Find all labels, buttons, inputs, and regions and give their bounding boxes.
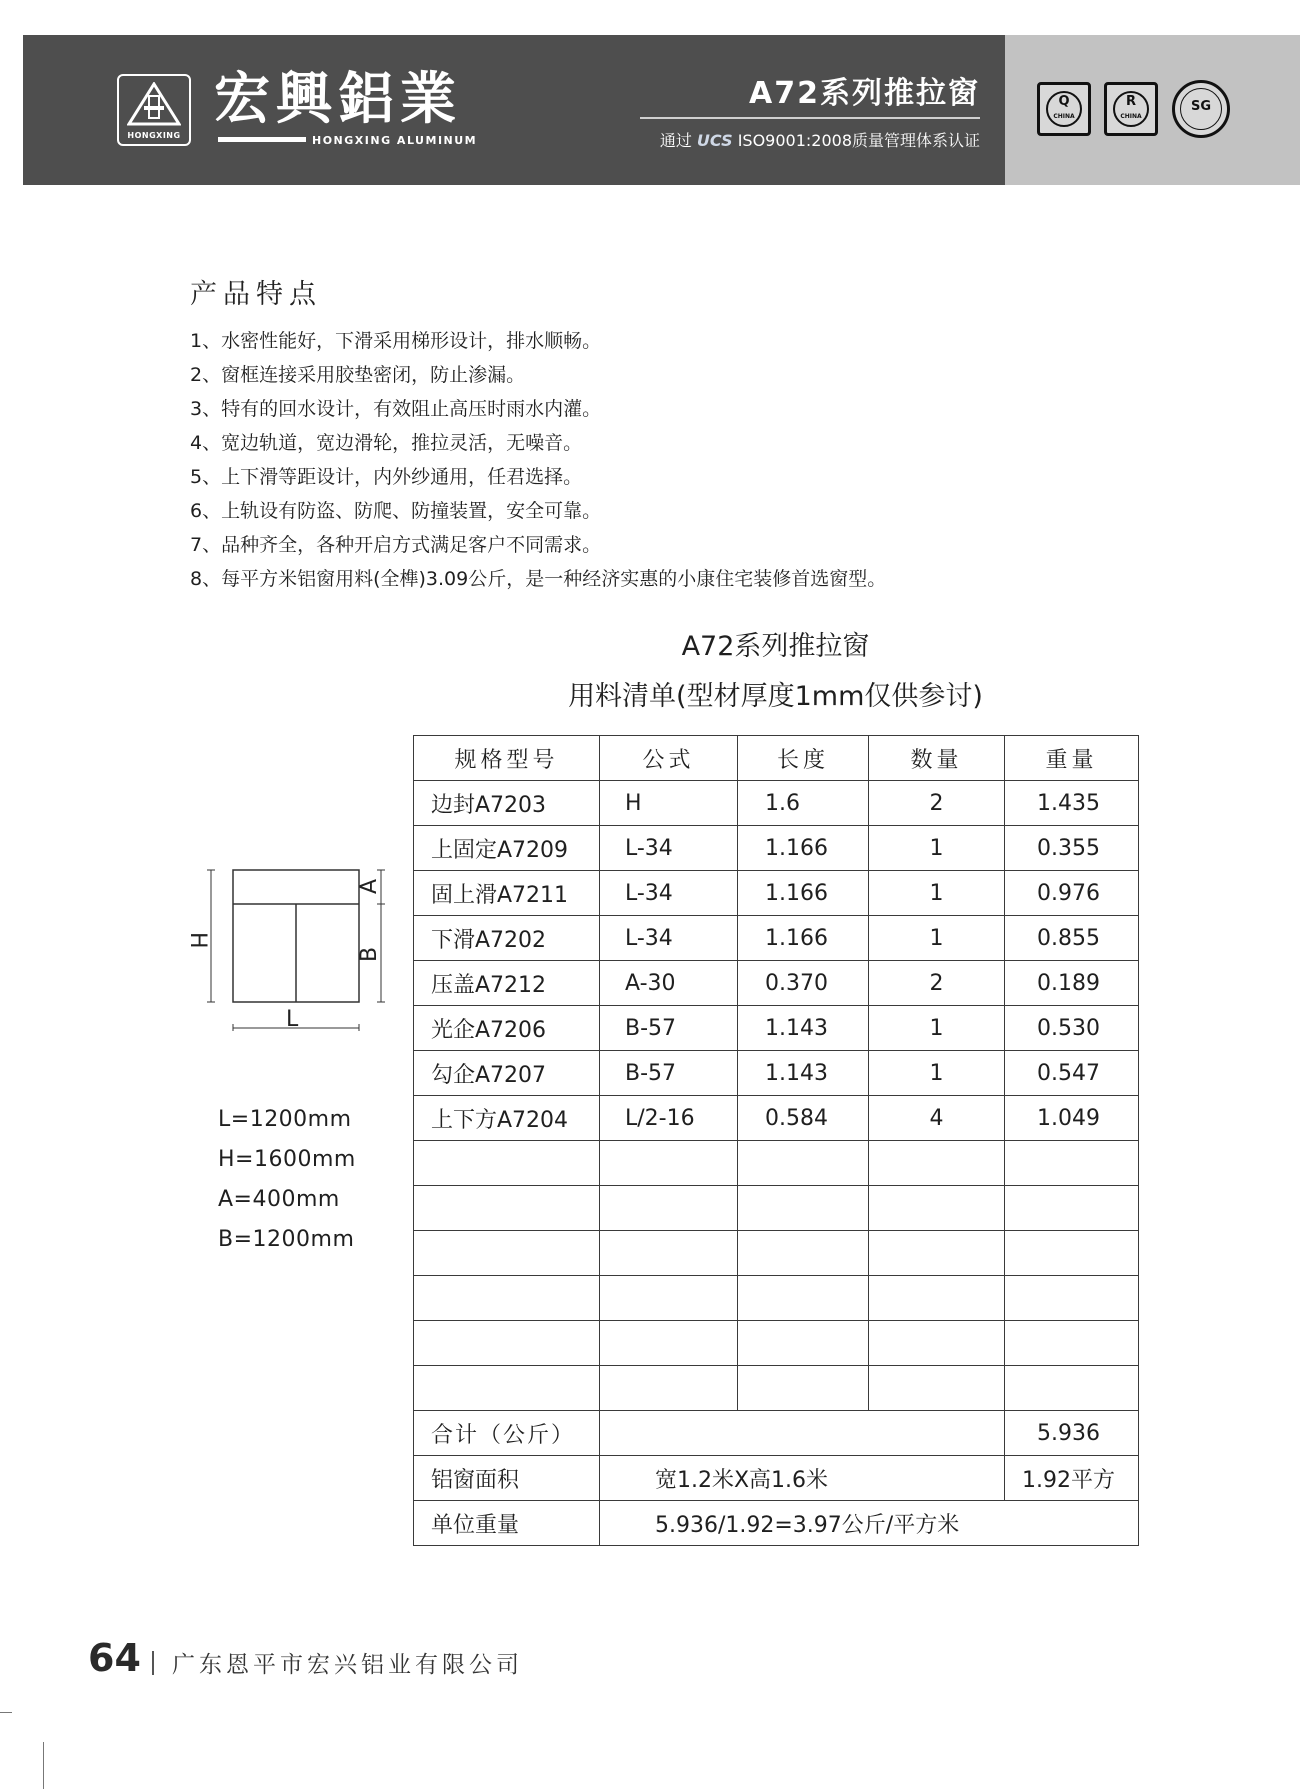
feature-item: 8、每平方米铝窗用料(全榫)3.09公斤，是一种经济实惠的小康住宅装修首选窗型。 bbox=[190, 568, 887, 590]
area-value: 1.92平方 bbox=[1005, 1456, 1139, 1501]
diagram-label-l: L bbox=[286, 1007, 299, 1032]
table-row bbox=[414, 781, 1139, 826]
table-row-empty bbox=[414, 1276, 1139, 1321]
table-row bbox=[414, 916, 1139, 961]
cell-weight: 0.530 bbox=[1005, 1006, 1139, 1051]
badge-glyph: SG bbox=[1190, 99, 1212, 114]
cell-formula: L-34 bbox=[600, 871, 738, 916]
table-row bbox=[414, 961, 1139, 1006]
dimension-list bbox=[218, 1100, 356, 1260]
feature-item: 2、窗框连接采用胶垫密闭，防止渗漏。 bbox=[190, 364, 526, 386]
features-list bbox=[190, 324, 886, 596]
unit-weight-value: 5.936/1.92=3.97公斤/平方米 bbox=[600, 1501, 1139, 1546]
cell-length: 1.166 bbox=[738, 871, 869, 916]
table-row bbox=[414, 826, 1139, 871]
material-list-table bbox=[413, 735, 1139, 1546]
cell-model: 上固定A7209 bbox=[414, 826, 600, 871]
cell-model: 光企A7206 bbox=[414, 1006, 600, 1051]
cert-org: UCS bbox=[696, 131, 733, 150]
cell-model: 固上滑A7211 bbox=[414, 871, 600, 916]
cell-formula: B-57 bbox=[600, 1006, 738, 1051]
cell-quantity: 2 bbox=[869, 961, 1005, 1006]
cell-formula: L/2-16 bbox=[600, 1096, 738, 1141]
crop-mark bbox=[0, 1712, 12, 1713]
crop-mark bbox=[43, 1742, 44, 1789]
logo-triangle-icon bbox=[127, 82, 181, 126]
table-title: A72系列推拉窗 bbox=[681, 631, 870, 662]
dimension-item: A=400mm bbox=[218, 1187, 340, 1212]
feature-item: 4、宽边轨道，宽边滑轮，推拉灵活，无噪音。 bbox=[190, 432, 583, 454]
logo-mark-text: HONGXING bbox=[127, 131, 181, 140]
cell-length: 1.166 bbox=[738, 916, 869, 961]
cell-quantity: 2 bbox=[869, 781, 1005, 826]
cell-weight: 1.049 bbox=[1005, 1096, 1139, 1141]
diagram-label-b: B bbox=[357, 946, 382, 962]
cell-model: 边封A7203 bbox=[414, 781, 600, 826]
table-row-empty bbox=[414, 1186, 1139, 1231]
cell-length: 1.143 bbox=[738, 1051, 869, 1096]
table-row bbox=[414, 1006, 1139, 1051]
cell-formula: H bbox=[600, 781, 738, 826]
cell-weight: 0.355 bbox=[1005, 826, 1139, 871]
cell-weight: 1.435 bbox=[1005, 781, 1139, 826]
column-header: 数量 bbox=[869, 736, 1005, 781]
cell-quantity: 1 bbox=[869, 916, 1005, 961]
cell-quantity: 1 bbox=[869, 871, 1005, 916]
area-row bbox=[414, 1456, 1139, 1501]
total-row bbox=[414, 1411, 1139, 1456]
cell-quantity: 1 bbox=[869, 1006, 1005, 1051]
feature-item: 3、特有的回水设计，有效阻止高压时雨水内灌。 bbox=[190, 398, 602, 420]
cell-length: 0.584 bbox=[738, 1096, 869, 1141]
cell-formula: L-34 bbox=[600, 826, 738, 871]
sgs-globe-badge-icon bbox=[1172, 80, 1230, 138]
certification-text bbox=[600, 128, 980, 151]
cell-weight: 0.189 bbox=[1005, 961, 1139, 1006]
unit-weight-row bbox=[414, 1501, 1139, 1546]
column-header: 公式 bbox=[600, 736, 738, 781]
area-formula: 宽1.2米X高1.6米 bbox=[600, 1456, 1005, 1501]
page-number: 64 bbox=[88, 1636, 141, 1680]
cell-length: 1.6 bbox=[738, 781, 869, 826]
cell-quantity: 1 bbox=[869, 1051, 1005, 1096]
brand-name-cn: 宏興鋁業 bbox=[214, 67, 462, 132]
total-value: 5.936 bbox=[1005, 1411, 1139, 1456]
feature-item: 6、上轨设有防盗、防爬、防撞装置，安全可靠。 bbox=[190, 500, 602, 522]
table-row-empty bbox=[414, 1231, 1139, 1276]
area-label: 铝窗面积 bbox=[414, 1456, 600, 1501]
table-row bbox=[414, 871, 1139, 916]
total-label: 合计（公斤） bbox=[414, 1411, 600, 1456]
cell-formula: L-34 bbox=[600, 916, 738, 961]
series-title: A72系列推拉窗 bbox=[749, 76, 980, 111]
cert-suffix: ISO9001:2008质量管理体系认证 bbox=[732, 131, 980, 150]
table-row-empty bbox=[414, 1366, 1139, 1411]
table-row bbox=[414, 1051, 1139, 1096]
brand-logo bbox=[117, 74, 191, 146]
q-china-badge-icon bbox=[1037, 82, 1091, 136]
cell-length: 0.370 bbox=[738, 961, 869, 1006]
header-divider bbox=[640, 117, 980, 119]
feature-item: 7、品种齐全，各种开启方式满足客户不同需求。 bbox=[190, 534, 602, 556]
footer-divider bbox=[152, 1651, 154, 1675]
cell-quantity: 1 bbox=[869, 826, 1005, 871]
cell-formula: A-30 bbox=[600, 961, 738, 1006]
cell-weight: 0.855 bbox=[1005, 916, 1139, 961]
cell-model: 勾企A7207 bbox=[414, 1051, 600, 1096]
window-diagram bbox=[185, 862, 400, 1032]
cell-length: 1.143 bbox=[738, 1006, 869, 1051]
column-header: 规格型号 bbox=[414, 736, 600, 781]
unit-weight-label: 单位重量 bbox=[414, 1501, 600, 1546]
badge-glyph: R bbox=[1125, 94, 1136, 109]
features-title: 产品特点 bbox=[190, 279, 322, 310]
brand-underline bbox=[218, 137, 306, 142]
cell-weight: 0.547 bbox=[1005, 1051, 1139, 1096]
badge-glyph: Q bbox=[1058, 94, 1070, 109]
cell-length: 1.166 bbox=[738, 826, 869, 871]
company-name: 广东恩平市宏兴铝业有限公司 bbox=[172, 1652, 523, 1678]
badge-caption: CHINA bbox=[1120, 113, 1142, 120]
cert-prefix: 通过 bbox=[659, 131, 692, 150]
cell-model: 上下方A7204 bbox=[414, 1096, 600, 1141]
dimension-item: B=1200mm bbox=[218, 1227, 355, 1252]
dimension-item: L=1200mm bbox=[218, 1107, 352, 1132]
column-header: 重量 bbox=[1005, 736, 1139, 781]
cell-quantity: 4 bbox=[869, 1096, 1005, 1141]
diagram-label-a: A bbox=[357, 878, 382, 894]
table-subtitle: 用料清单(型材厚度1mm仅供参讨) bbox=[568, 681, 983, 712]
cell-model: 压盖A7212 bbox=[414, 961, 600, 1006]
table-header-row bbox=[414, 736, 1139, 781]
dimension-item: H=1600mm bbox=[218, 1147, 356, 1172]
table-row-empty bbox=[414, 1321, 1139, 1366]
column-header: 长度 bbox=[738, 736, 869, 781]
table-row bbox=[414, 1096, 1139, 1141]
badge-caption: CHINA bbox=[1053, 113, 1075, 120]
table-row-empty bbox=[414, 1141, 1139, 1186]
cell-model: 下滑A7202 bbox=[414, 916, 600, 961]
brand-name-en: HONGXING ALUMINUM bbox=[312, 134, 478, 147]
feature-item: 5、上下滑等距设计，内外纱通用，任君选择。 bbox=[190, 466, 583, 488]
total-spacer bbox=[600, 1411, 1005, 1456]
feature-item: 1、水密性能好，下滑采用梯形设计，排水顺畅。 bbox=[190, 330, 602, 352]
cell-weight: 0.976 bbox=[1005, 871, 1139, 916]
r-china-badge-icon bbox=[1104, 82, 1158, 136]
diagram-label-h: H bbox=[185, 932, 210, 949]
cell-formula: B-57 bbox=[600, 1051, 738, 1096]
